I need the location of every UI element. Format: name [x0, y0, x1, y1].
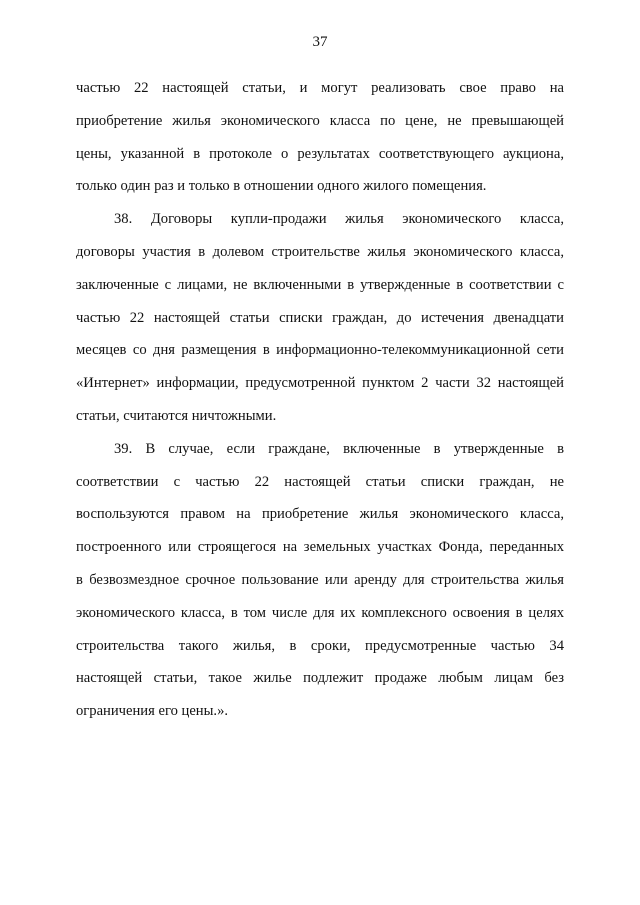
text-line: строительства такого жилья, в сроки, предусмотренные частью 34: [76, 637, 564, 654]
paragraph-39: [76, 433, 564, 728]
text-line: в безвозмездное срочное пользование или аренду для строительства жилья: [76, 571, 564, 588]
text-line: 38. Договоры купли-продажи жилья экономического класса,: [114, 211, 564, 228]
text-line: экономического класса, в том числе для их комплексного освоения в целях: [76, 604, 564, 621]
text-line: заключенные с лицами, не включенными в утвержденные в соответствии с: [76, 276, 564, 293]
text-line: воспользуются правом на приобретение жилья экономического класса,: [76, 506, 564, 523]
text-line: частью 22 настоящей статьи списки граждан, до истечения двенадцати: [76, 309, 564, 326]
text-line: настоящей статьи, такое жилье подлежит продаже любым лицам без: [76, 670, 564, 687]
text-line: 39. В случае, если граждане, включенные в утвержденные в: [114, 440, 564, 457]
text-line: только один раз и только в отношении одного жилого помещения.: [76, 178, 487, 195]
text-line: ограничения его цены.».: [76, 703, 229, 720]
text-line: приобретение жилья экономического класса по цене, не превышающей: [76, 112, 564, 129]
text-line: цены, указанной в протоколе о результатах соответствующего аукциона,: [76, 145, 564, 162]
text-line: соответствии с частью 22 настоящей статьи списки граждан, не: [76, 473, 564, 490]
paragraph-continuation: [76, 72, 564, 203]
text-line: статьи, считаются ничтожными.: [76, 407, 277, 424]
text-line: месяцев со дня размещения в информационно-телекоммуникационной сети: [76, 342, 564, 359]
text-line: построенного или строящегося на земельных участках Фонда, переданных: [76, 539, 564, 556]
page-number: 37: [312, 34, 328, 50]
text-line: договоры участия в долевом строительстве жилья экономического класса,: [76, 243, 564, 260]
document-body: [76, 72, 564, 728]
text-line: «Интернет» информации, предусмотренной пунктом 2 части 32 настоящей: [76, 375, 564, 392]
paragraph-38: [76, 203, 564, 433]
text-line: частью 22 настоящей статьи, и могут реализовать свое право на: [76, 80, 564, 96]
